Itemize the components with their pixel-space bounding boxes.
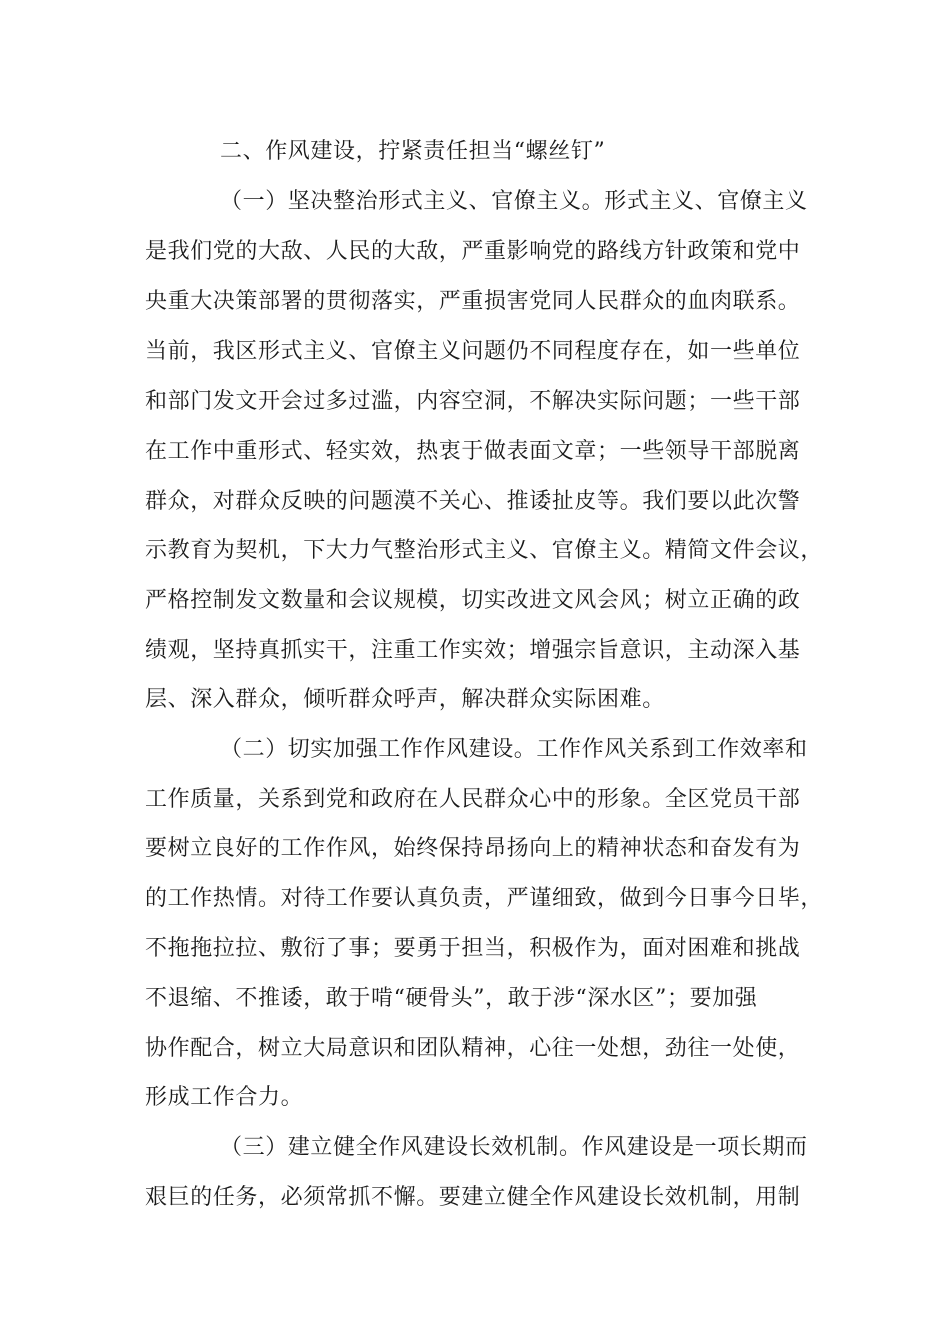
paragraph-1-line: （一）坚决整治形式主义、官僚主义。形式主义、官僚主义 xyxy=(220,189,808,214)
paragraph-3-line: （三）建立健全作风建设长效机制。作风建设是一项长期而 xyxy=(220,1135,808,1160)
paragraph-2-line: （二）切实加强工作作风建设。工作作风关系到工作效率和 xyxy=(220,737,808,762)
paragraph-1-line: 群众，对群众反映的问题漠不关心、推诿扯皮等。我们要以此次警 xyxy=(145,489,801,514)
paragraph-1-line: 层、深入群众，倾听群众呼声，解决群众实际困难。 xyxy=(145,687,665,712)
paragraph-1-line: 是我们党的大敌、人民的大敌，严重影响党的路线方针政策和党中 xyxy=(145,239,801,264)
paragraph-1-line: 央重大决策部署的贯彻落实，严重损害党同人民群众的血肉联系。 xyxy=(145,289,801,314)
paragraph-1-line: 在工作中重形式、轻实效，热衷于做表面文章；一些领导干部脱离 xyxy=(145,439,801,464)
paragraph-2-line: 协作配合，树立大局意识和团队精神，心往一处想，劲往一处使， xyxy=(145,1036,801,1061)
paragraph-2-line: 形成工作合力。 xyxy=(145,1085,304,1110)
paragraph-2-line: 不退缩、不推诿，敢于啃“硬骨头”，敢于涉“深水区”；要加强 xyxy=(145,986,758,1011)
paragraph-1-line: 和部门发文开会过多过滥，内容空洞，不解决实际问题；一些干部 xyxy=(145,389,801,414)
paragraph-3-line: 艰巨的任务，必须常抓不懈。要建立健全作风建设长效机制，用制 xyxy=(145,1185,801,1210)
paragraph-2-line: 的工作热情。对待工作要认真负责，严谨细致，做到今日事今日毕， xyxy=(145,886,824,911)
paragraph-1-line: 严格控制发文数量和会议规模，切实改进文风会风；树立正确的政 xyxy=(145,588,801,613)
section-heading: 二、作风建设，拧紧责任担当“螺丝钉” xyxy=(220,139,606,164)
paragraph-1-line: 当前，我区形式主义、官僚主义问题仍不同程度存在，如一些单位 xyxy=(145,339,801,364)
paragraph-2-line: 工作质量，关系到党和政府在人民群众心中的形象。全区党员干部 xyxy=(145,787,801,812)
paragraph-2-line: 不拖拖拉拉、敷衍了事；要勇于担当，积极作为，面对困难和挑战 xyxy=(145,936,801,961)
paragraph-2-line: 要树立良好的工作作风，始终保持昂扬向上的精神状态和奋发有为 xyxy=(145,836,801,861)
paragraph-1-line: 示教育为契机，下大力气整治形式主义、官僚主义。精简文件会议， xyxy=(145,538,824,563)
paragraph-1-line: 绩观，坚持真抓实干，注重工作实效；增强宗旨意识，主动深入基 xyxy=(145,638,801,663)
